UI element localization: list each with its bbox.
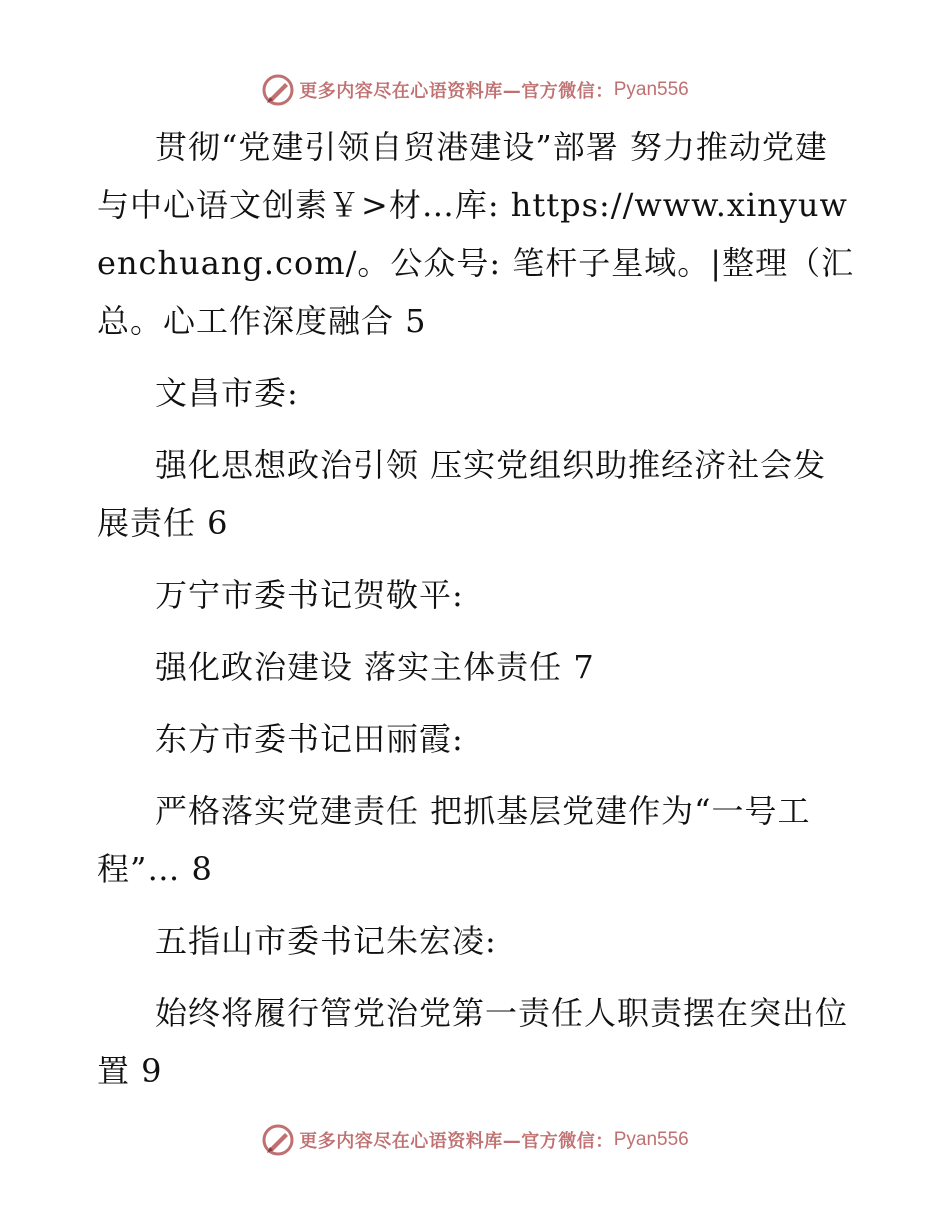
footer-banner-handle: Pyan556 (613, 1129, 689, 1150)
toc-entry: 强化政治建设 落实主体责任 7 (155, 648, 595, 686)
toc-entry: 强化思想政治引领 压实党组织助推经济社会发展责任 6 (97, 446, 827, 542)
document-body (97, 118, 857, 1114)
header-banner (0, 70, 950, 110)
toc-author: 万宁市委书记贺敬平: (155, 576, 464, 614)
toc-author: 五指山市委书记朱宏凌: (155, 922, 497, 960)
toc-entry: 始终将履行管党治党第一责任人职责摆在突出位置 9 (97, 994, 849, 1090)
toc-entry: 贯彻“党建引领自贸港建设”部署 努力推动党建与中心语文创素￥>材…库: https://www.xinyuwenchuang.com/。公众号: 笔杆子星域。|整理（汇总。心工作深度融合 5 (97, 128, 855, 340)
toc-entry: 严格落实党建责任 把抓基层党建作为“一号工程”… 8 (97, 792, 811, 888)
header-banner-handle: Pyan556 (613, 79, 689, 100)
pen-logo-icon (261, 1123, 295, 1157)
footer-banner-text: 更多内容尽在心语资料库—官方微信： (299, 1131, 614, 1152)
header-banner-text: 更多内容尽在心语资料库—官方微信： (299, 81, 614, 102)
toc-author: 文昌市委: (155, 374, 299, 412)
toc-author: 东方市委书记田丽霞: (155, 720, 464, 758)
footer-banner (0, 1120, 950, 1160)
pen-logo-icon (261, 73, 295, 107)
